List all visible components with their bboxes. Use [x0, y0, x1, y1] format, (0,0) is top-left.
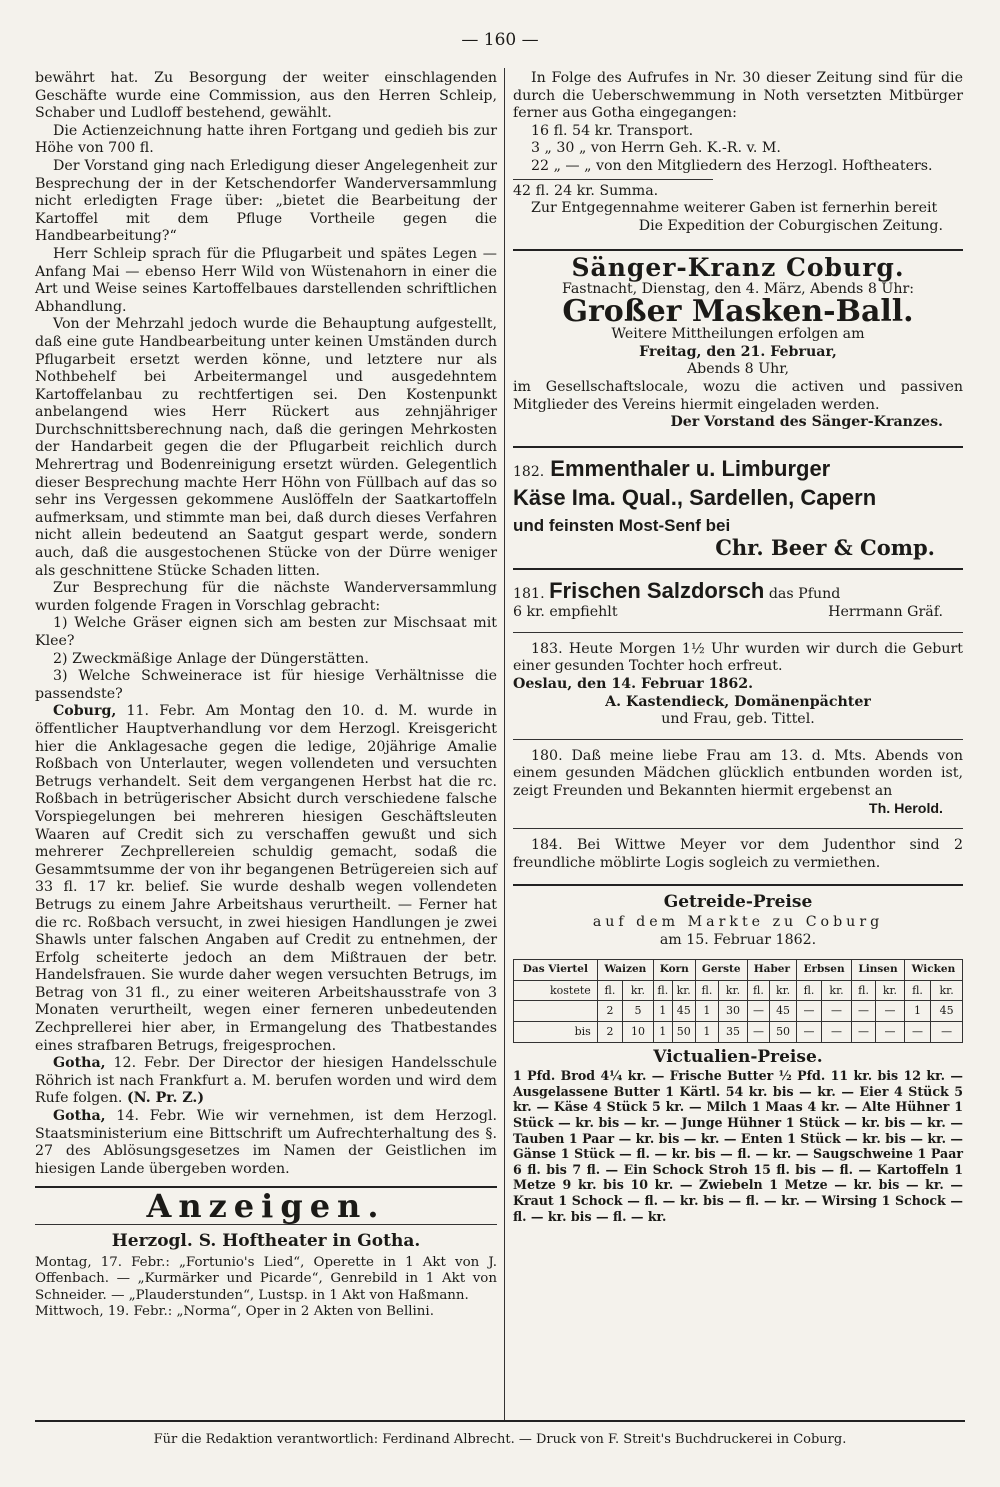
divider — [513, 828, 963, 829]
theater-title: Herzogl. S. Hoftheater in Gotha. — [111, 1231, 421, 1251]
footer-rule — [35, 1420, 965, 1422]
ad-title: Sänger-Kranz Coburg. — [571, 253, 905, 283]
table-header-row: Das Viertel Waizen Korn Gerste Haber Erbsen Linsen Wicken — [514, 960, 963, 981]
divider — [513, 568, 963, 570]
ad-number: 181. — [513, 586, 545, 603]
donation-line: 16 fl. 54 kr. Transport. — [531, 122, 694, 139]
ad-180: 180. Daß meine liebe Frau am 13. d. Mts. Abends von einem gesunden Mädchen glücklich entbunden worden ist, zeigt Freunden und Bekannten hiermit ergebenst an — [513, 747, 963, 800]
table-row: kostete fl. kr. fl. kr. fl. kr. fl. kr. fl. kr. fl. kr. fl. kr. — [514, 980, 963, 1001]
ad-180-name: Th. Herold. — [868, 800, 943, 817]
news-gotha-2: Gotha, 14. Febr. Wie wir vernehmen, ist dem Herzogl. Staatsministerium eine Bittschrift um Aufrechterhaltung des §. 27 des Ablösungsgesetzes im Namen der Geistlichen im hiesigen Lande übergeben worden. — [35, 1108, 497, 1177]
ad-line: Weitere Mittheilungen erfolgen am — [611, 326, 865, 343]
left-column — [35, 70, 497, 1321]
dateline: Gotha, — [53, 1108, 106, 1125]
ad-184: 184. Bei Wittwe Meyer vor dem Judenthor sind 2 freundliche möblirte Logis sogleich zu vermiethen. — [513, 837, 963, 871]
article-paragraph: Die Actienzeichnung hatte ihren Fortgang und gedieh bis zur Höhe von 700 fl. — [35, 122, 497, 157]
theater-listing: Montag, 17. Febr.: „Fortunio's Lied“, Operette in 1 Akt von J. Offenbach. — „Kurmärker und Picarde“, Genrebild in 1 Akt von Schneider. — „Plauderstunden“, Lustsp. in 1 Akt von Haßmann. — [35, 1254, 497, 1303]
article-paragraph: Der Vorstand ging nach Erledigung dieser Angelegenheit zur Besprechung der in der Ketschendorfer Wanderversammlung nicht erledigten Frage über: „bietet die Bearbeitung der Kartoffel mit dem Pfluge Vortheile gegen die Handbearbeitung?“ — [35, 157, 497, 245]
divider — [513, 446, 963, 448]
divider — [513, 884, 963, 886]
ad-183-name: A. Kastendieck, Domänenpächter — [605, 693, 871, 710]
dateline: Coburg, — [53, 703, 117, 720]
signature: Der Vorstand des Sänger-Kranzes. — [670, 414, 943, 431]
source-tag: (N. Pr. Z.) — [126, 1090, 205, 1107]
ad-number: 182. — [513, 463, 545, 480]
ad-line: Freitag, den 21. Februar, — [639, 343, 837, 360]
page-number: — 160 — — [461, 30, 539, 50]
divider — [513, 179, 713, 180]
grain-prices-date: am 15. Februar 1862. — [659, 931, 817, 948]
donation-line: 22 „ — „ von den Mitgliedern des Herzogl. Hoftheaters. — [531, 157, 933, 174]
section-heading-anzeigen: Anzeigen. — [146, 1187, 386, 1226]
ad-firm: Chr. Beer & Comp. — [715, 534, 935, 560]
ad-183: 183. Heute Morgen 1½ Uhr wurden wir durch die Geburt einer gesunden Tochter hoch erfreut. — [513, 640, 963, 675]
ad-182: 182. Emmenthaler u. Limburger Käse Ima. Qual., Sardellen, Capern und feinsten Most-Senf bei — [513, 455, 877, 535]
question-item: 2) Zweckmäßige Anlage der Düngerstätten. — [53, 650, 369, 667]
divider — [513, 632, 963, 633]
news-gotha-1: Gotha, 12. Febr. Der Director der hiesigen Handelsschule Röhrich ist nach Frankfurt a. M. berufen worden und wird dem Rufe folgen. (N. Pr. Z.) — [35, 1055, 497, 1107]
article-paragraph: Von der Mehrzahl jedoch wurde die Behauptung aufgestellt, daß eine gute Handbearbeitung unter keinen Umständen durch Pflugarbeit ersetzt werden könne, und letztere nur als Nothbehelf bei Arbeitermangel und ausgedehntem Kartoffelanbau zu rechtfertigen sei. Den Kostenpunkt anbelangend wies Herr Rückert aus zehnjähriger Durchschnittsberechnung nach, daß die geringen Mehrkosten der Handarbeit gegen die der Pflugarbeit reichlich durch Mehrertrag und Bodenreinigung ersetzt würden. Gelegentlich dieser Besprechung machte Herr Höhn von Füllbach auf das so sehr ins Vergessen gekommene Auslöffeln der Saatkartoffeln aufmerksam, und stimmte man bei, daß durch dieses Verfahren nicht allein bedeutend an Saatgut gespart werde, sondern auch, daß die ausgestochenen Stücke von der Dürre weniger als geschnittene Stücke Schaden litten. — [35, 316, 497, 579]
appeal-closing: Zur Entgegennahme weiterer Gaben ist fernerhin bereit — [531, 200, 938, 217]
article-paragraph: Zur Besprechung für die nächste Wanderversammlung wurden folgende Fragen in Vorschlag gebracht: — [35, 580, 497, 614]
ad-headline: Großer Masken-Ball. — [562, 293, 914, 329]
ad-181-line: 6 kr. empfiehlt Herrmann Gräf. — [513, 604, 943, 621]
article-paragraph: Herr Schleip sprach für die Pflugarbeit und spätes Legen — Anfang Mai — ebenso Herr Wild von Wüstenahorn in einer die Art und Weise seines Kartoffelbaues darstellenden schriftlichen Abhandlung. — [35, 245, 497, 315]
column-divider — [504, 68, 505, 1420]
grain-prices-title: Getreide-Preise — [663, 892, 813, 913]
imprint: Für die Redaktion verantwortlich: Ferdinand Albrecht. — Druck von F. Streit's Buchdruckerei in Coburg. — [153, 1432, 847, 1447]
grain-prices-table — [513, 959, 963, 1042]
ad-line: im Gesellschaftslocale, wozu die activen und passiven Mitglieder des Vereins hiermit eingeladen werden. — [513, 378, 963, 413]
donation-line: 3 „ 30 „ von Herrn Geh. K.-R. v. M. — [531, 140, 781, 157]
donation-sum: 42 fl. 24 kr. Summa. — [513, 182, 659, 199]
divider — [513, 739, 963, 740]
ad-183-wife: und Frau, geb. Tittel. — [661, 711, 815, 728]
theater-listing: Mittwoch, 19. Febr.: „Norma“, Oper in 2 Akten von Bellini. — [35, 1304, 434, 1320]
article-paragraph: bewährt hat. Zu Besorgung der weiter einschlagenden Geschäfte wurde eine Commission, aus den Herren Schleip, Schaber und Ludloff bestehend, gewählt. — [35, 70, 497, 122]
right-column — [513, 70, 963, 1224]
victuals-title: Victualien-Preise. — [653, 1046, 823, 1067]
appeal-paragraph: In Folge des Aufrufes in Nr. 30 dieser Zeitung sind für die durch die Ueberschwemmung in Noth versetzten Mitbürger ferner aus Gotha eingegangen: — [513, 70, 963, 122]
table-row: 2 5 1 45 1 30 — 45 — — — — 1 45 — [514, 1001, 963, 1022]
signature: Die Expedition der Coburgischen Zeitung. — [638, 217, 943, 234]
divider — [513, 249, 963, 251]
table-row: bis 2 10 1 50 1 35 — 50 — — — — — — — [514, 1021, 963, 1042]
grain-prices-subtitle: auf dem Markte zu Coburg — [592, 914, 884, 930]
question-item: 3) Welche Schweinerace ist für hiesige Verhältnisse die passendste? — [35, 668, 497, 702]
ad-line: Fastnacht, Dienstag, den 4. März, Abends 8 Uhr: — [561, 280, 915, 297]
ad-line: Abends 8 Uhr, — [686, 361, 790, 378]
ad-183-place: Oeslau, den 14. Februar 1862. — [513, 676, 754, 693]
dateline: Gotha, — [53, 1055, 106, 1072]
question-item: 1) Welche Gräser eignen sich am besten zur Mischsaat mit Klee? — [35, 615, 497, 649]
ad-181: 181. Frischen Salzdorsch das Pfund — [513, 578, 841, 604]
news-coburg: Coburg, 11. Febr. Am Montag den 10. d. M. wurde in öffentlicher Hauptverhandlung vor dem Herzogl. Kreisgericht hier die Anklagesache gegen die ledige, 20jährige Amalie Roßbach von Unterlauter, wegen vollendeten und versuchten Betrugs verhandelt. Seit dem vergangenen Herbst hat die rc. Roßbach in betrügerischer Absicht durch verschiedene falsche Vorspiegelungen bei mehreren hiesigen Geschäftsleuten Waaren auf Credit sich zu verschaffen gewußt und sich mehrerer Zechprellereien schuldig gemacht, sodaß die Gesammtsumme der von ihr begangenen Betrügereien sich auf 33 fl. 17 kr. belief. Sie wurde deshalb wegen vollendeten Betrugs zu einem Jahre Arbeitshaus verurtheilt. — Ferner hat die rc. Roßbach versucht, in zwei hiesigen Handlungen je zwei Shawls unter falschen Angaben auf Credit zu entnehmen, der Erfolg scheiterte jedoch an dem Mißtrauen der betr. Handelsfrauen. Sie wurde daher wegen versuchten Betrugs, im Betrag von 31 fl., zu einer weiteren Arbeitshausstrafe von 3 Monaten verurtheilt, wegen einer ferneren unbedeutenden Zechprellerei hier aber, in Ermangelung des Thatbestandes eines strafbaren Betrugs, freigesprochen. — [35, 703, 497, 1054]
victuals-prices: 1 Pfd. Brod 4¼ kr. — Frische Butter ½ Pfd. 11 kr. bis 12 kr. — Ausgelassene Butter 1 Kärtl. 54 kr. bis — kr. — Eier 4 Stück 5 kr. — Käse 4 Stück 5 kr. — Milch 1 Maas 4 kr. — Alte Hühner 1 Stück — kr. bis — kr. — Junge Hühner 1 Stück — kr. bis — kr. — Tauben 1 Paar — kr. bis — kr. — Enten 1 Stück — kr. bis — kr. — Gänse 1 Stück — fl. — kr. bis — fl. — kr. — Saugschweine 1 Paar 6 fl. bis 7 fl. — Ein Schock Stroh 15 fl. bis — fl. — Kartoffeln 1 Metze 9 kr. bis 10 kr. — Zwiebeln 1 Metze — kr. bis — kr. — Kraut 1 Schock — fl. — kr. bis — fl. — kr. — Wirsing 1 Schock — fl. — kr. bis — fl. — kr. — [513, 1068, 963, 1224]
